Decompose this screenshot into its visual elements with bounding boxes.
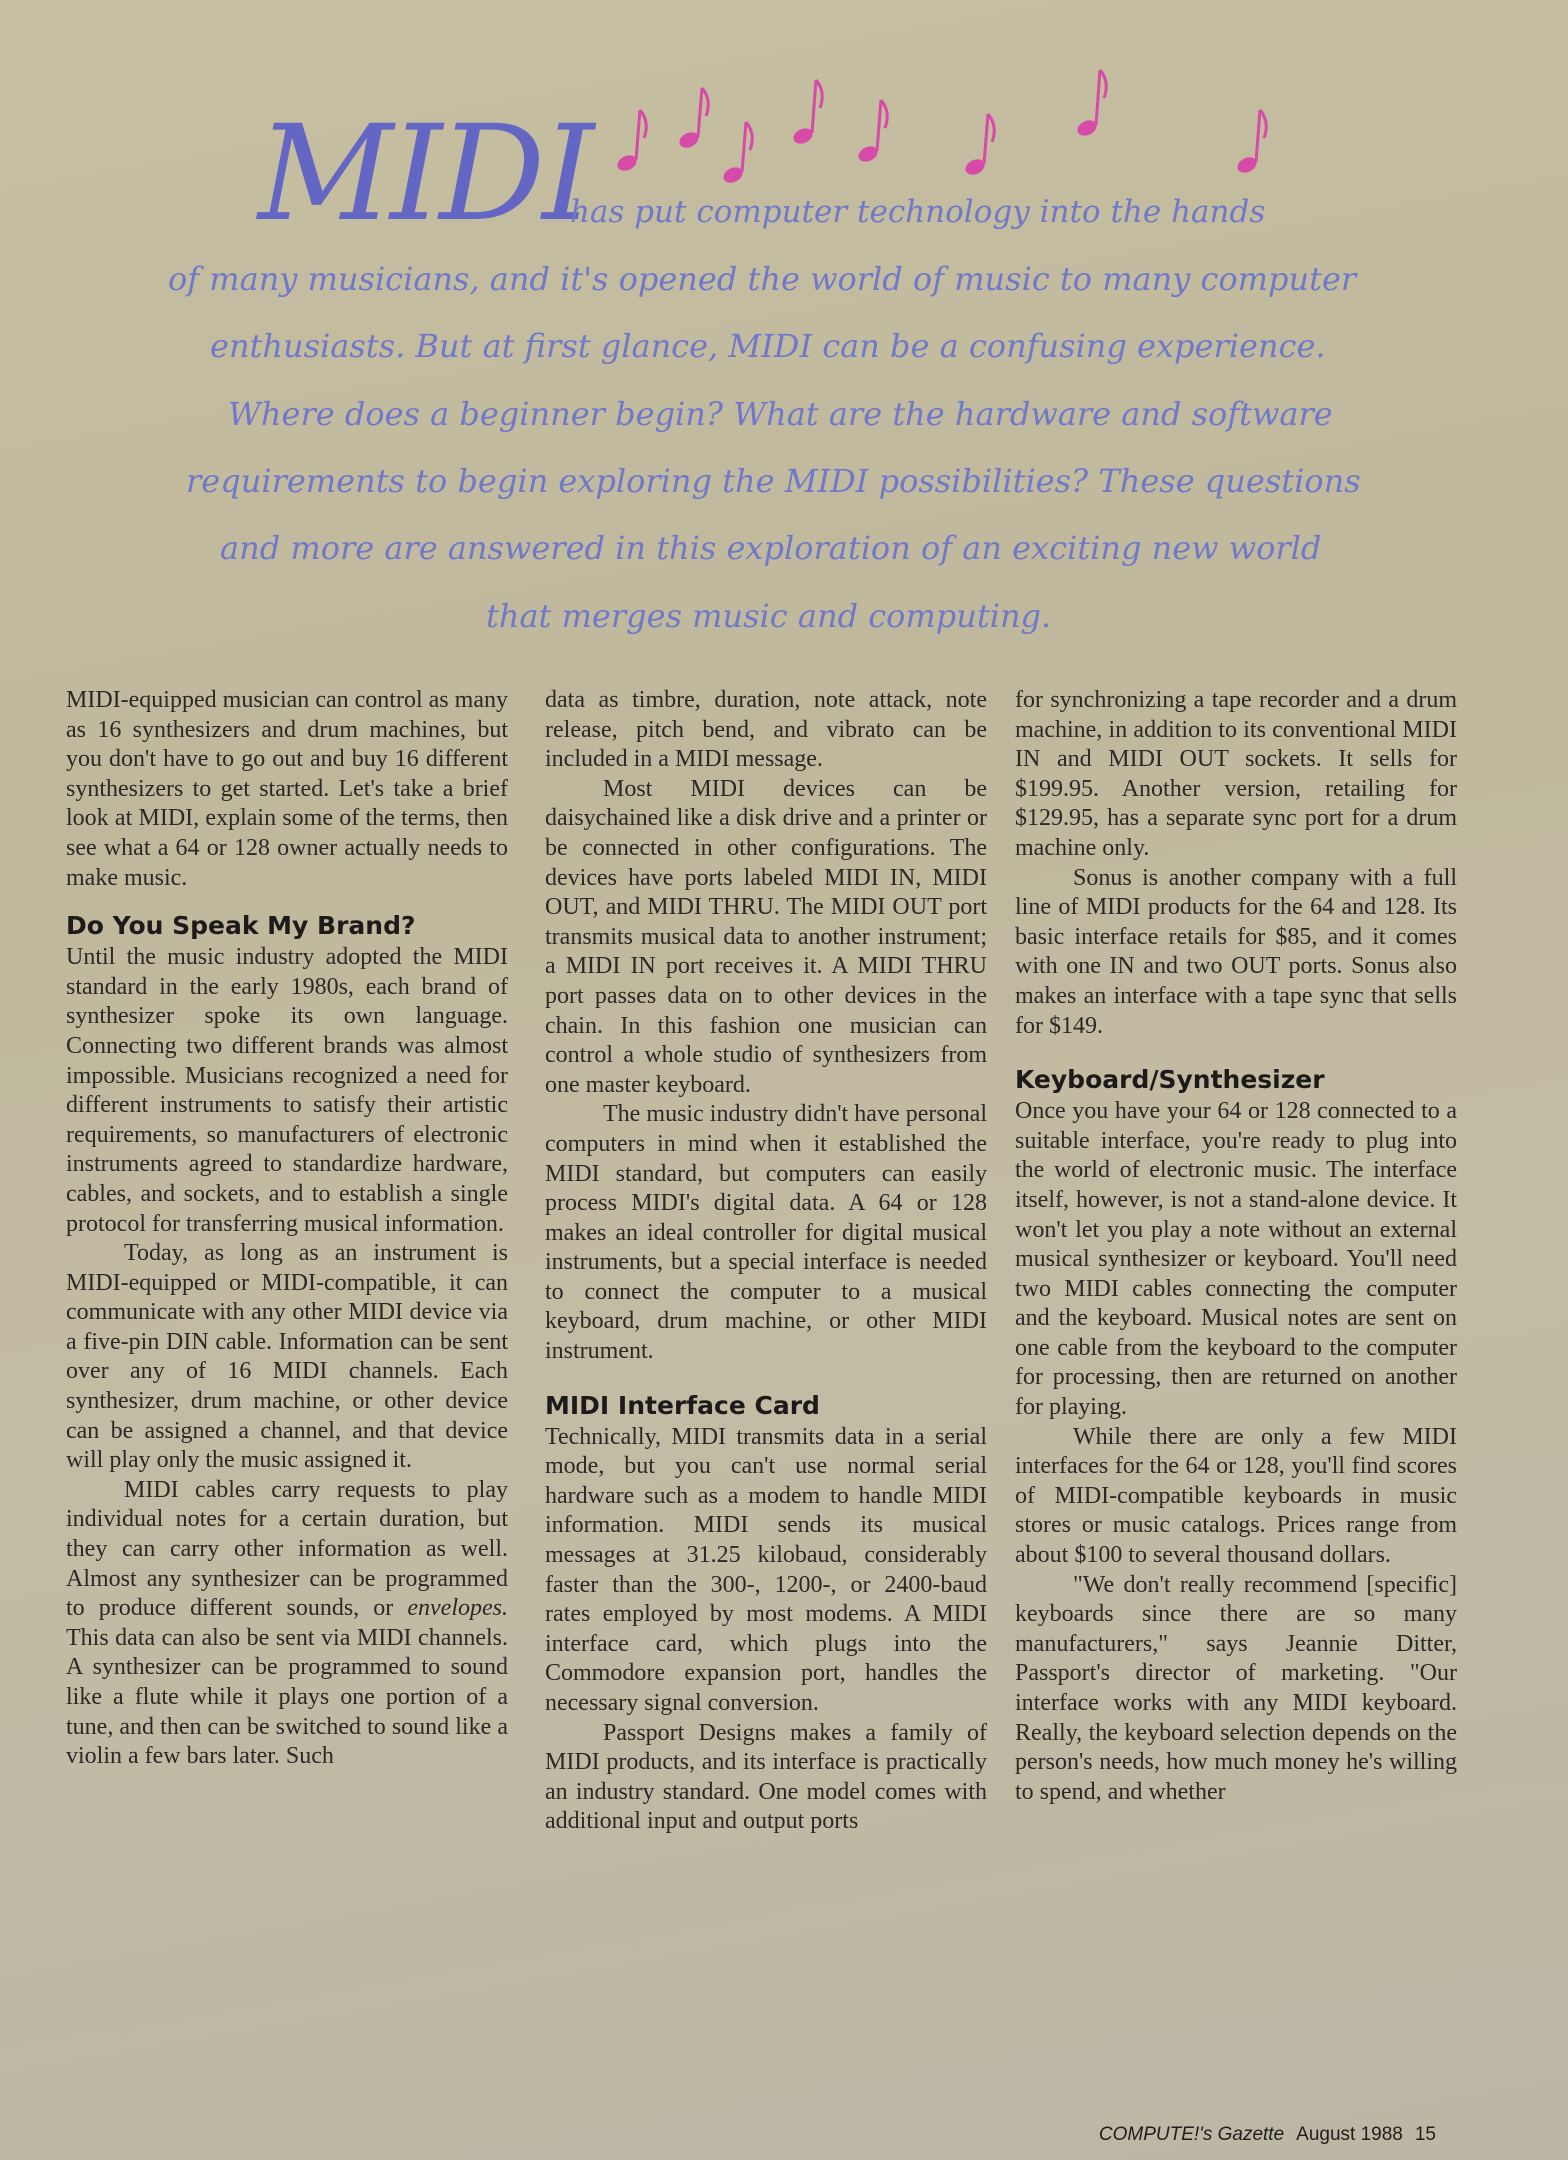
paragraph: for synchronizing a tape recorder and a drum machine, in addition to its conventional MIDI IN and MIDI OUT sockets. It sells for $199.95. Another version, retailing for $129.95, has a separate sync port for a drum machine only. xyxy=(1015,687,1457,861)
intro-line-6: and more are answered in this exploration of an exciting new world xyxy=(220,529,1322,567)
article-column-3 xyxy=(1015,686,1457,2076)
paragraph: While there are only a few MIDI interfaces for the 64 or 128, you'll find scores of MIDI-compatible keyboards in music stores or music catalogs. Prices range from about $100 to several thousand dollars. xyxy=(1015,1423,1457,1569)
section-heading-keyboard: Keyboard/Synthesizer xyxy=(1015,1065,1325,1095)
section-heading-brand: Do You Speak My Brand? xyxy=(66,911,416,941)
article-column-1 xyxy=(66,686,508,2076)
music-note-icon xyxy=(677,88,708,151)
music-note-icon xyxy=(856,100,887,165)
paragraph: The music industry didn't have personal computers in mind when it established the MIDI standard, but computers can easily process MIDI's digital data. A 64 or 128 makes an ideal controller for digital musical instruments, but a special interface is needed to connect the computer to a musical keyboard, drum machine, or other MIDI instrument. xyxy=(545,1101,987,1365)
intro-line-5: requirements to begin exploring the MIDI possibilities? These questions xyxy=(186,462,1361,500)
paragraph: Passport Designs makes a family of MIDI products, and its interface is practically an industry standard. One model comes with additional input and output ports xyxy=(545,1719,987,1835)
intro-line-3: enthusiasts. But at first glance, MIDI can be a confusing experience. xyxy=(210,327,1326,365)
paragraph: Once you have your 64 or 128 connected to a suitable interface, you're ready to plug into the world of electronic music. The interface itself, however, is not a stand-alone device. It won't let you play a note without an external musical synthesizer or keyboard. You'll need two MIDI cables connecting the computer and the keyboard. Musical notes are sent on one cable from the keyboard to the computer for processing, then are returned on another for playing. xyxy=(1015,1098,1457,1421)
music-note-icon xyxy=(791,80,822,147)
music-note-icon xyxy=(1075,70,1106,139)
headline-title: MIDI xyxy=(258,97,592,251)
intro-line-1: has put computer technology into the hands xyxy=(570,194,1266,230)
page-number: 15 xyxy=(1414,2124,1436,2145)
issue-date: August 1988 xyxy=(1296,2124,1403,2145)
music-note-icon xyxy=(963,114,994,178)
paragraph-envelopes xyxy=(66,1476,508,1772)
intro-line-2: of many musicians, and it's opened the world of music to many computer xyxy=(168,260,1357,298)
emphasis-envelopes: envelopes. xyxy=(407,1595,508,1622)
page-footer xyxy=(1099,2124,1436,2146)
music-notes-decoration xyxy=(0,0,1568,200)
music-note-icon xyxy=(721,122,752,186)
paragraph: Technically, MIDI transmits data in a serial mode, but you can't use normal serial hardware such as a modem to handle MIDI information. MIDI sends its musical messages at 31.25 kilobaud, considerably faster than the 300-, 1200-, or 2400-baud rates employed by most modems. A MIDI interface card, which plugs into the Commodore expansion port, handles the necessary signal conversion. xyxy=(545,1423,987,1716)
paragraph: Today, as long as an instrument is MIDI-equipped or MIDI-compatible, it can communicate with any other MIDI device via a five-pin DIN cable. Information can be sent over any of 16 MIDI channels. Each synthesizer, drum machine, or other device can be assigned a channel, and that device will play only the music assigned it. xyxy=(66,1240,508,1474)
text-run: MIDI cables carry requests to play individual notes for a certain duration, but they can carry other information as well. Almost any synthesizer can be programmed to produce different sounds, or xyxy=(66,1476,508,1622)
music-note-icon xyxy=(1235,110,1266,176)
intro-line-7: that merges music and computing. xyxy=(486,597,1052,635)
paragraph: "We don't really recommend [specific] keyboards since there are so many manufacturers," says Jeannie Ditter, Passport's director of marketing. "Our interface works with any MIDI keyboard. Really, the keyboard selection depends on the person's needs, how much money he's willing to spend, and whether xyxy=(1015,1571,1457,1805)
article-column-2 xyxy=(545,686,987,2076)
paragraph: MIDI-equipped musician can control as many as 16 synthesizers and drum machines, but you don't have to go out and buy 16 different synthesizers to get started. Let's take a brief look at MIDI, explain some of the terms, then see what a 64 or 128 owner actually needs to make music. xyxy=(66,687,508,891)
magazine-name: COMPUTE!'s Gazette xyxy=(1098,2124,1285,2145)
paragraph: data as timbre, duration, note attack, note release, pitch bend, and vibrato can be included in a MIDI message. xyxy=(545,687,987,773)
paragraph: Sonus is another company with a full line of MIDI products for the 64 and 128. Its basic interface retails for $85, and it comes with one IN and two OUT ports. Sonus also makes an interface with a tape sync that sells for $149. xyxy=(1015,864,1457,1039)
text-run: This data can also be sent via MIDI channels. A synthesizer can be programmed to sound like a flute while it plays one portion of a tune, and then can be switched to sound like a violin a few bars later. Such xyxy=(66,1624,508,1770)
section-heading-interface-card: MIDI Interface Card xyxy=(545,1390,820,1420)
music-note-icon xyxy=(615,110,646,174)
paragraph: Most MIDI devices can be daisychained like a disk drive and a printer or be connected in other configurations. The devices have ports labeled MIDI IN, MIDI OUT, and MIDI THRU. The MIDI OUT port transmits musical data to another instrument; a MIDI IN port receives it. A MIDI THRU port passes data on to other devices in the chain. In this fashion one musician can control a whole studio of synthesizers from one master keyboard. xyxy=(545,775,987,1098)
paragraph: Until the music industry adopted the MIDI standard in the early 1980s, each brand of synthesizer spoke its own language. Connecting two different brands was almost impossible. Musicians recognized a need for different instruments to satisfy their artistic requirements, so manufacturers of electronic instruments agreed to standardize hardware, cables, and sockets, and to establish a single protocol for transferring musical information. xyxy=(66,944,508,1237)
intro-line-4: Where does a beginner begin? What are the hardware and software xyxy=(228,395,1333,433)
